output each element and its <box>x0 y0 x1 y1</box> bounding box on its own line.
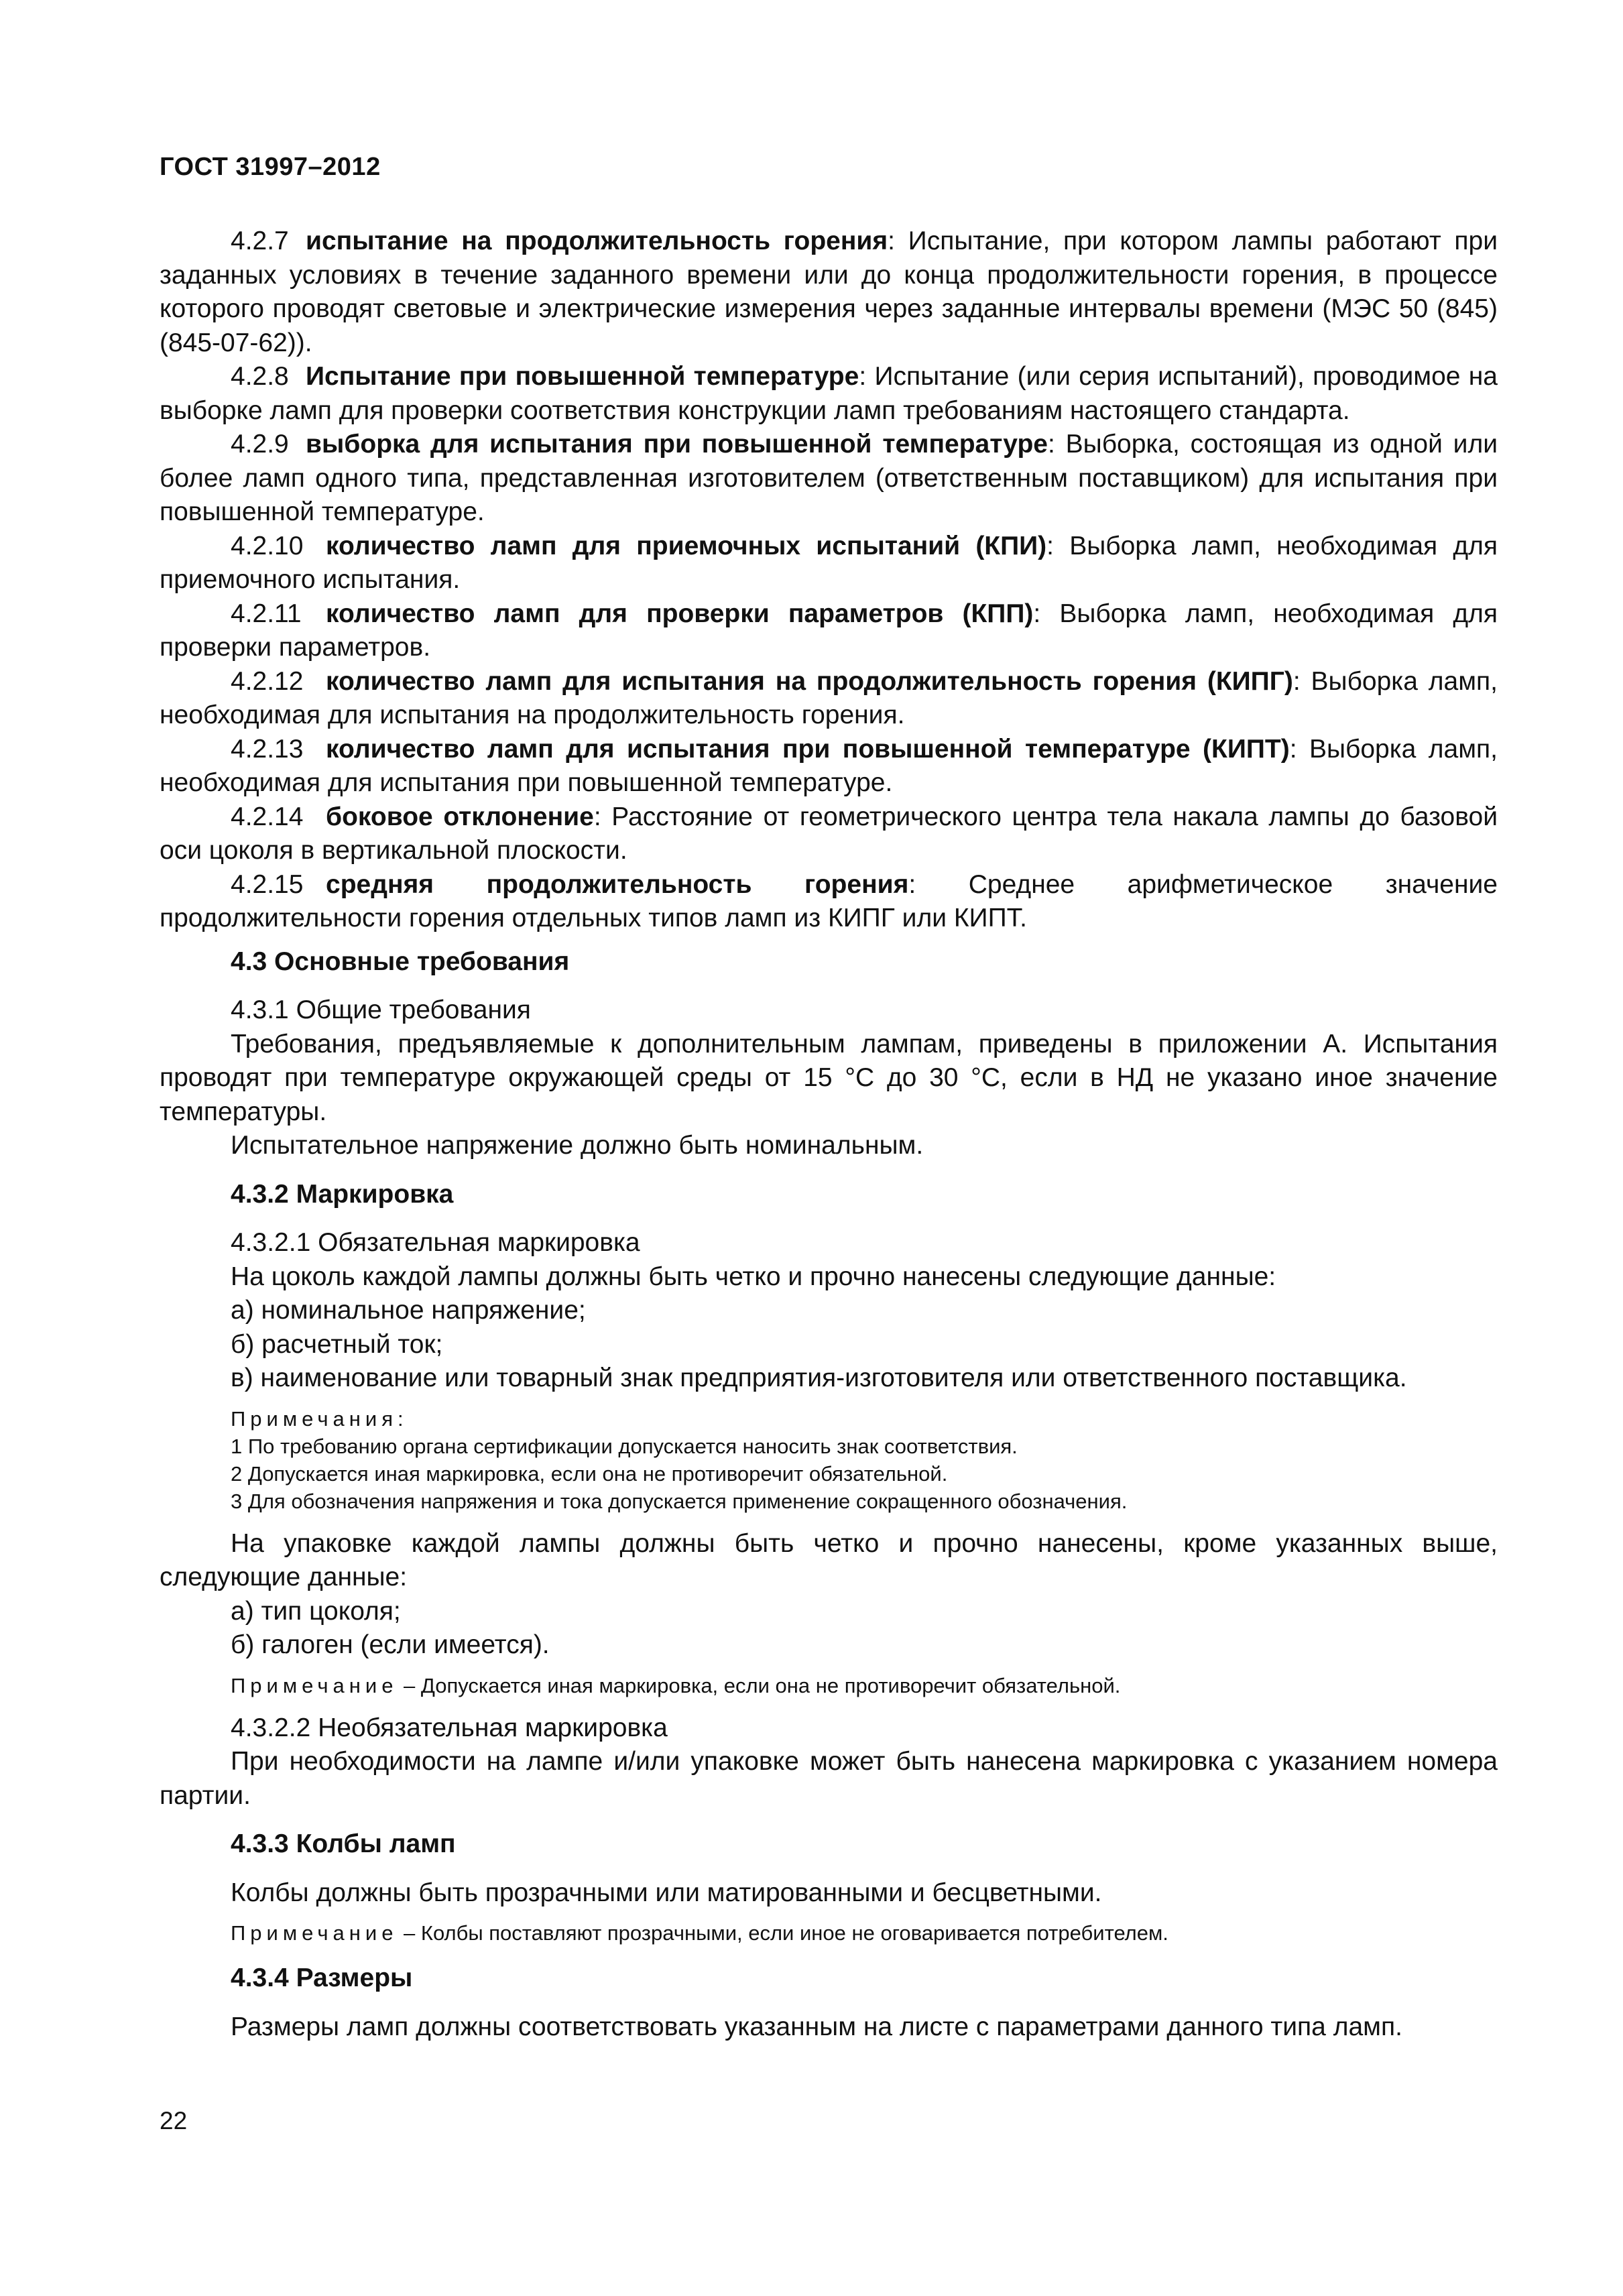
paragraph: Размеры ламп должны соответствовать указанным на листе с параметрами данного типа ламп. <box>231 2012 1402 2041</box>
term-item: 4.2.14 боковое отклонение: Расстояние от геометрического центра тела накала лампы до базовой оси цоколя в вертикальной плоскости. <box>160 802 1498 865</box>
subsection-title: 4.3.1 Общие требования <box>231 995 531 1024</box>
list-item: б) галоген (если имеется). <box>231 1630 550 1659</box>
note-text: – Допускается иная маркировка, если она не противоречит обязательной. <box>398 1673 1121 1697</box>
term-title: количество ламп для проверки параметров (КПП) <box>326 599 1034 628</box>
paragraph: Испытательное напряжение должно быть номинальным. <box>231 1131 924 1160</box>
term-definition: : Выборка ламп, необходимая для испытания при повышенной температуре. <box>160 734 1498 797</box>
term-title: испытание на продолжительность горения <box>306 227 888 255</box>
term-definition: : Испытание, при котором лампы работают при заданных условиях в течение заданного времени или до конца продолжительности горения, в процессе которого проводят световые и электрические измерения через заданные интервалы времени (МЭС 50 (845) (845-07-62)). <box>160 227 1498 357</box>
term-item: 4.2.15 средняя продолжительность горения: Среднее арифметическое значение продолжительности горения отдельных типов ламп из КИПГ или КИПТ. <box>160 869 1498 932</box>
note-label: Примечание <box>231 1921 398 1945</box>
paragraph: Требования, предъявляемые к дополнительным лампам, приведены в приложении А. Испытания проводят при температуре окружающей среды от 15 °С до 30 °С, если в НД не указано иное значение температуры. <box>160 1029 1498 1126</box>
subsection-title: 4.3.2.1 Обязательная маркировка <box>231 1228 640 1257</box>
section-heading: 4.3 Основные требования <box>231 947 570 976</box>
term-item: 4.2.8 Испытание при повышенной температуре: Испытание (или серия испытаний), проводимое на выборке ламп для проверки соответствия конструкции ламп требованиям настоящего стандарта. <box>160 362 1498 425</box>
note-item: 1 По требованию органа сертификации допускается наносить знак соответствия. <box>231 1434 1018 1458</box>
document-body <box>160 225 1498 2044</box>
term-title: средняя продолжительность горения <box>326 869 909 899</box>
list-item: а) тип цоколя; <box>231 1596 401 1626</box>
term-definition: : Выборка ламп, необходимая для приемочного испытания. <box>160 531 1498 594</box>
term-definition: : Испытание (или серия испытаний), проводимое на выборке ламп для проверки соответствия конструкции ламп требованиям настоящего стандарта. <box>160 362 1498 425</box>
term-item: 4.2.11 количество ламп для проверки параметров (КПП): Выборка ламп, необходимая для проверки параметров. <box>160 599 1498 662</box>
note-item <box>231 1672 1498 1699</box>
note-text: – Колбы поставляют прозрачными, если иное не оговаривается потребителем. <box>398 1921 1168 1945</box>
note-item <box>231 1919 1498 1947</box>
term-title: количество ламп для приемочных испытаний (КПИ) <box>326 531 1047 560</box>
term-definition: : Среднее арифметическое значение продолжительности горения отдельных типов ламп из КИПГ или КИПТ. <box>160 869 1498 932</box>
term-item: 4.2.7 испытание на продолжительность горения: Испытание, при котором лампы работают при заданных условиях в течение заданного времени или до конца продолжительности горения, в процессе которого проводят световые и электрические измерения через заданные интервалы времени (МЭС 50 (845) (845-07-62)). <box>160 227 1498 357</box>
term-title: боковое отклонение <box>326 802 594 831</box>
section-heading: 4.3.4 Размеры <box>231 1963 413 1992</box>
term-item: 4.2.12 количество ламп для испытания на продолжительность горения (КИПГ): Выборка ламп, необходимая для испытания на продолжительность горения. <box>160 666 1498 729</box>
term-definition: : Выборка ламп, необходимая для испытания на продолжительность горения. <box>160 666 1498 729</box>
note-block <box>160 1919 1498 1947</box>
list-item: в) наименование или товарный знак предприятия-изготовителя или ответственного поставщика. <box>231 1364 1407 1392</box>
note-block <box>160 1672 1498 1699</box>
paragraph: При необходимости на лампе и/или упаковке может быть нанесена маркировка с указанием номера партии. <box>160 1747 1498 1810</box>
document-header: ГОСТ 31997–2012 <box>160 153 381 181</box>
term-title: количество ламп для испытания при повышенной температуре (КИПТ) <box>326 734 1290 764</box>
term-definition: : Расстояние от геометрического центра тела накала лампы до базовой оси цоколя в вертикальной плоскости. <box>160 802 1498 865</box>
subsection-title: 4.3.2.2 Необязательная маркировка <box>231 1713 668 1742</box>
term-title: Испытание при повышенной температуре <box>306 362 859 391</box>
paragraph: Колбы должны быть прозрачными или матированными и бесцветными. <box>231 1878 1102 1907</box>
list-item: б) расчетный ток; <box>231 1329 443 1359</box>
term-title: количество ламп для испытания на продолжительность горения (КИПГ) <box>326 666 1293 696</box>
term-item: 4.2.10 количество ламп для приемочных испытаний (КПИ): Выборка ламп, необходимая для приемочного испытания. <box>160 531 1498 594</box>
paragraph: На упаковке каждой лампы должны быть четко и прочно нанесены, кроме указанных выше, следующие данные: <box>160 1528 1498 1591</box>
page-number: 22 <box>160 2107 188 2134</box>
list-item: а) номинальное напряжение; <box>231 1296 586 1325</box>
term-definition: : Выборка, состоящая из одной или более ламп одного типа, представленная изготовителем (ответственным поставщиком) для испытания при повышенной температуре. <box>160 430 1498 526</box>
paragraph: На цоколь каждой лампы должны быть четко и прочно нанесены следующие данные: <box>231 1262 1276 1291</box>
notes-label: Примечания: <box>231 1406 408 1431</box>
note-item: 3 Для обозначения напряжения и тока допускается применение сокращенного обозначения. <box>231 1489 1128 1513</box>
term-item: 4.2.13 количество ламп для испытания при повышенной температуре (КИПТ): Выборка ламп, необходимая для испытания при повышенной температуре. <box>160 734 1498 797</box>
section-heading: 4.3.2 Маркировка <box>231 1179 454 1209</box>
term-title: выборка для испытания при повышенной температуре <box>306 430 1048 459</box>
term-item: 4.2.9 выборка для испытания при повышенной температуре: Выборка, состоящая из одной или более ламп одного типа, представленная изготовителем (ответственным поставщиком) для испытания при повышенной температуре. <box>160 430 1498 526</box>
notes-block <box>160 1405 1498 1515</box>
section-heading: 4.3.3 Колбы ламп <box>231 1829 456 1858</box>
note-label: Примечание <box>231 1673 398 1697</box>
term-definition: : Выборка ламп, необходимая для проверки параметров. <box>160 599 1498 662</box>
note-item: 2 Допускается иная маркировка, если она не противоречит обязательной. <box>231 1461 948 1486</box>
